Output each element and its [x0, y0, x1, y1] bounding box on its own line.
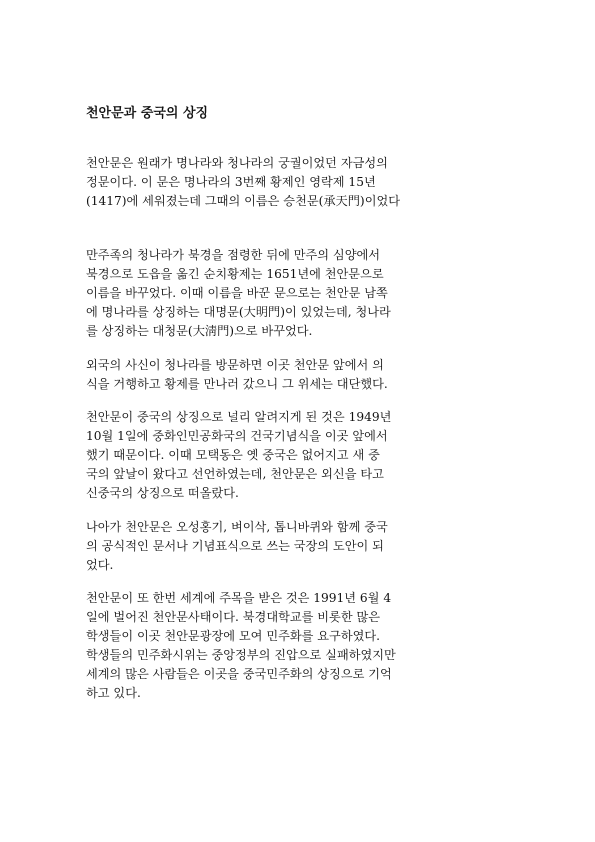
- text-line: 세계의 많은 사람들은 이곳을 중국민주화의 상징으로 기억: [86, 667, 392, 681]
- text-line: 했기 때문이다. 이때 모택동은 옛 중국은 없어지고 새 중: [86, 448, 380, 462]
- text-line: 나아가 천안문은 오성홍기, 벼이삭, 톱니바퀴와 함께 중국: [86, 520, 388, 534]
- text-line: 천안문은 원래가 명나라와 청나라의 궁궐이었던 자금성의: [86, 156, 388, 170]
- text-line: 만주족의 청나라가 북경을 점령한 뒤에 만주의 심양에서: [86, 248, 381, 262]
- text-line: 외국의 사신이 청나라를 방문하면 이곳 천안문 앞에서 의: [86, 358, 384, 372]
- paragraph-4: [86, 408, 514, 503]
- text-line: 학생들의 민주화시위는 중앙정부의 진압으로 실패하였지만: [86, 648, 396, 662]
- text-line: 천안문이 중국의 상징으로 널리 알려지게 된 것은 1949년: [86, 410, 392, 424]
- text-line: (1417)에 세워졌는데 그때의 이름은 승천문(承天門)이었다: [86, 194, 401, 208]
- paragraph-2: [86, 246, 514, 341]
- text-line: 의 공식적인 문서나 기념표식으로 쓰는 국장의 도안이 되: [86, 539, 384, 553]
- text-line: 었다.: [86, 558, 114, 572]
- paragraph-5: [86, 518, 514, 575]
- text-line: 국의 앞날이 왔다고 선언하였는데, 천안문은 외신을 타고: [86, 467, 384, 481]
- text-line: 하고 있다.: [86, 686, 141, 700]
- text-line: 이름을 바꾸었다. 이때 이름을 바꾼 문으로는 천안문 남쪽: [86, 286, 388, 300]
- text-line: 학생들이 이곳 천안문광장에 모여 민주화를 요구하였다.: [86, 629, 381, 643]
- document-title: 천안문과 중국의 상징: [86, 106, 209, 121]
- text-line: 정문이다. 이 문은 명나라의 3번째 황제인 영락제 15년: [86, 175, 376, 189]
- text-line: 에 명나라를 상징하는 대명문(大明門)이 있었는데, 청나라: [86, 305, 391, 319]
- text-line: 를 상징하는 대청문(大淸門)으로 바꾸었다.: [86, 324, 313, 338]
- paragraph-1: [86, 154, 514, 211]
- text-line: 식을 거행하고 황제를 만나러 갔으니 그 위세는 대단했다.: [86, 377, 388, 391]
- text-line: 신중국의 상징으로 떠올랐다.: [86, 486, 239, 500]
- paragraph-6: [86, 589, 514, 703]
- text-line: 10월 1일에 중화인민공화국의 건국기념식을 이곳 앞에서: [86, 429, 388, 443]
- text-line: 천안문이 또 한번 세계에 주목을 받은 것은 1991년 6월 4: [86, 591, 392, 605]
- paragraph-3: [86, 356, 514, 394]
- text-line: 일에 벌어진 천안문사태이다. 북경대학교를 비롯한 많은: [86, 610, 381, 624]
- text-line: 북경으로 도읍을 옮긴 순치황제는 1651년에 천안문으로: [86, 267, 384, 281]
